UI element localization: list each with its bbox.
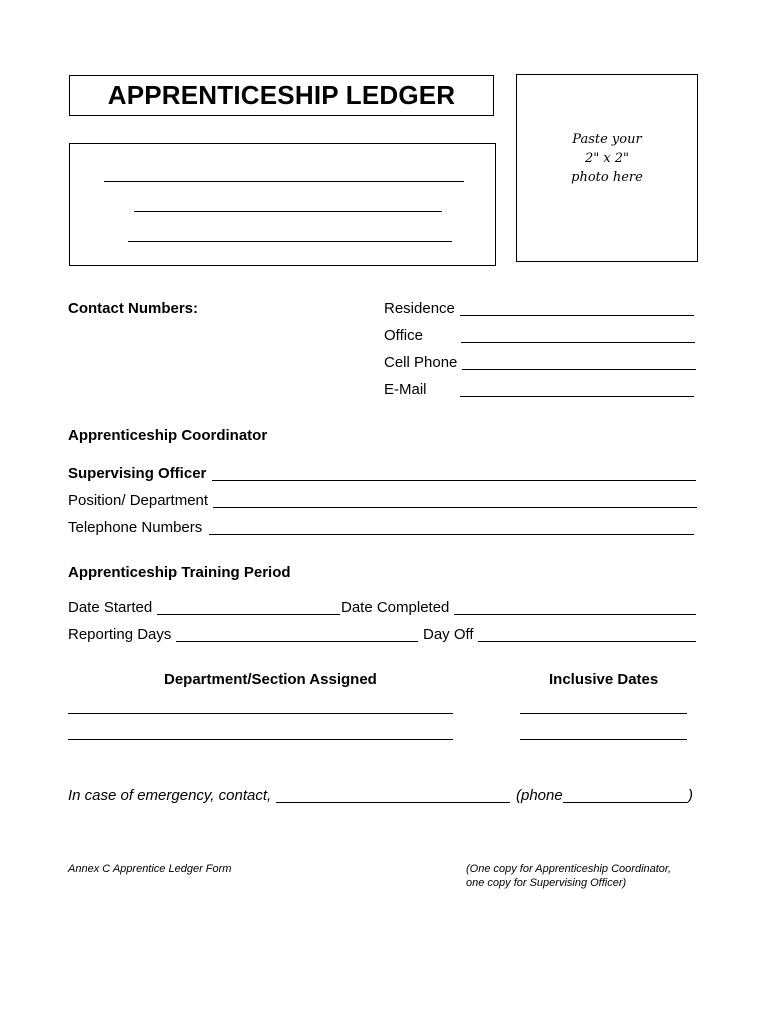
name-blank-line[interactable]	[134, 211, 442, 212]
office-label: Office	[384, 327, 423, 344]
photo-placeholder-text	[571, 130, 643, 187]
photo-text-line: Paste your	[572, 132, 642, 147]
date-completed-field[interactable]	[454, 614, 696, 615]
residence-label: Residence	[384, 300, 455, 317]
emergency-phone-field[interactable]	[563, 802, 687, 803]
cell-phone-label: Cell Phone	[384, 354, 458, 371]
supervising-officer-field[interactable]	[212, 480, 696, 481]
residence-field[interactable]	[460, 315, 694, 316]
emergency-phone-label: (phone	[516, 787, 563, 804]
inclusive-dates-field-row[interactable]	[520, 713, 687, 714]
title-box	[69, 75, 494, 116]
copies-note-line: (One copy for Apprenticeship Coordinator,	[466, 863, 672, 875]
emergency-phone-close: )	[688, 787, 693, 804]
photo-text-line: photo here	[571, 170, 643, 185]
emergency-contact-label: In case of emergency, contact,	[68, 787, 272, 804]
department-section-header: Department/Section Assigned	[164, 671, 377, 688]
training-period-heading: Apprenticeship Training Period	[68, 564, 291, 581]
copies-note	[466, 862, 671, 890]
date-started-field[interactable]	[157, 614, 340, 615]
position-department-field[interactable]	[213, 507, 697, 508]
photo-box[interactable]	[516, 74, 698, 262]
date-completed-label: Date Completed	[341, 599, 450, 616]
office-field[interactable]	[461, 342, 695, 343]
name-blank-line[interactable]	[104, 181, 464, 182]
name-box	[69, 143, 496, 266]
position-department-label: Position/ Department	[68, 492, 209, 509]
name-blank-line[interactable]	[128, 241, 452, 242]
cell-phone-field[interactable]	[462, 369, 696, 370]
page-title: APPRENTICESHIP LEDGER	[107, 80, 456, 110]
date-started-label: Date Started	[68, 599, 153, 616]
copies-note-line: one copy for Supervising Officer)	[466, 877, 627, 889]
supervising-officer-label: Supervising Officer	[68, 465, 207, 482]
email-field[interactable]	[460, 396, 694, 397]
department-field-row[interactable]	[68, 713, 453, 714]
day-off-field[interactable]	[478, 641, 696, 642]
contact-numbers-label: Contact Numbers:	[68, 300, 199, 317]
coordinator-heading: Apprenticeship Coordinator	[68, 427, 268, 444]
photo-text-line: 2" x 2"	[584, 151, 630, 166]
annex-label: Annex C Apprentice Ledger Form	[68, 863, 232, 875]
email-label: E-Mail	[384, 381, 427, 398]
telephone-numbers-label: Telephone Numbers	[68, 519, 203, 536]
reporting-days-label: Reporting Days	[68, 626, 172, 643]
day-off-label: Day Off	[423, 626, 474, 643]
department-field-row[interactable]	[68, 739, 453, 740]
telephone-numbers-field[interactable]	[209, 534, 694, 535]
inclusive-dates-field-row[interactable]	[520, 739, 687, 740]
emergency-contact-field[interactable]	[276, 802, 510, 803]
reporting-days-field[interactable]	[176, 641, 418, 642]
inclusive-dates-header: Inclusive Dates	[549, 671, 659, 688]
